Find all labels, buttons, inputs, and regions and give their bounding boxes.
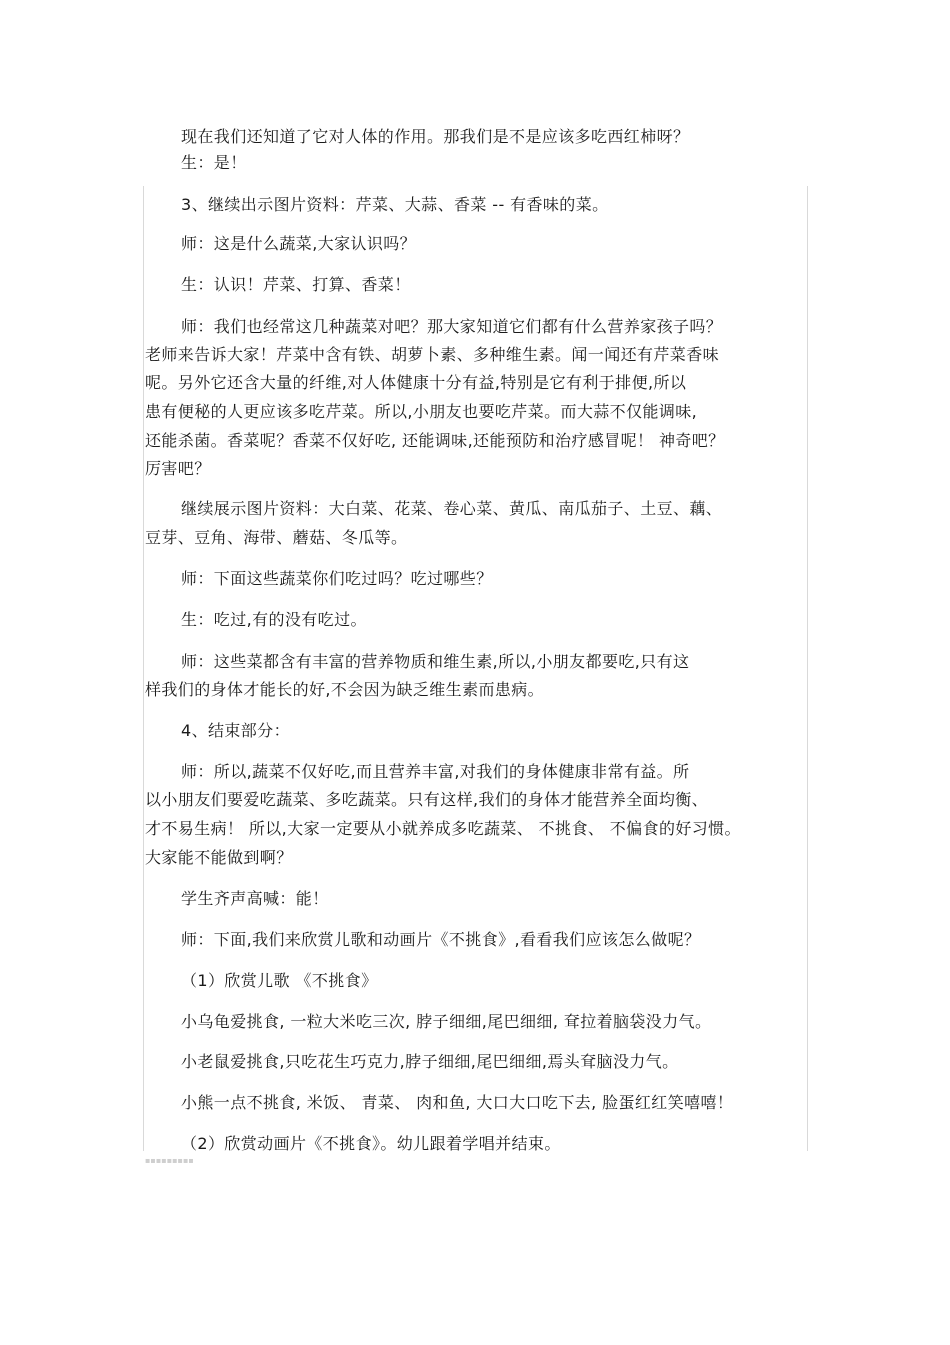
text-line: 生：认识！芹菜、打算、香菜！ — [181, 275, 411, 294]
text-line: 患有便秘的人更应该多吃芹菜。所以,小朋友也要吃芹菜。而大蒜不仅能调味, — [145, 402, 698, 421]
section-heading-3: 3、继续出示图片资料：芹菜、大蒜、香菜 -- 有香味的菜。 — [181, 195, 609, 214]
text-line: 师：这些菜都含有丰富的营养物质和维生素,所以,小朋友都要吃,只有这 — [181, 652, 690, 671]
subsection-heading-1: （1）欣赏儿歌 《不挑食》 — [181, 971, 378, 990]
text-line: 以小朋友们要爱吃蔬菜、多吃蔬菜。只有这样,我们的身体才能营养全面均衡、 — [145, 790, 709, 809]
subsection-heading-2: （2）欣赏动画片《不挑食》。幼儿跟着学唱并结束。 — [181, 1134, 561, 1153]
text-line: 师：这是什么蔬菜,大家认识吗？ — [181, 234, 417, 253]
text-line: 师：所以,蔬菜不仅好吃,而且营养丰富,对我们的身体健康非常有益。所 — [181, 762, 690, 781]
text-line: 现在我们还知道了它对人体的作用。那我们是不是应该多吃西红柿呀？ — [181, 127, 690, 146]
text-line: 师：我们也经常这几种蔬菜对吧？那大家知道它们都有什么营养家孩子吗？ — [181, 317, 723, 336]
text-line: 师：下面,我们来欣赏儿歌和动画片《不挑食》,看看我们应该怎么做呢？ — [181, 930, 701, 949]
poem-line: 小老鼠爱挑食,只吃花生巧克力,脖子细细,尾巴细细,焉头耷脑没力气。 — [181, 1052, 679, 1071]
text-line: 学生齐声高喊：能！ — [181, 889, 329, 908]
text-line: 师：下面这些蔬菜你们吃过吗？吃过哪些？ — [181, 569, 493, 588]
text-line: 样我们的身体才能长的好,不会因为缺乏维生素而患病。 — [145, 680, 545, 699]
page-border-right — [807, 186, 808, 1151]
text-line: 生：吃过,有的没有吃过。 — [181, 610, 367, 629]
text-line: 继续展示图片资料：大白菜、花菜、卷心菜、黄瓜、南瓜茄子、土豆、藕、 — [181, 499, 723, 518]
text-line: 老师来告诉大家！芹菜中含有铁、胡萝卜素、多种维生素。闻一闻还有芹菜香味 — [145, 345, 720, 364]
poem-line: 小熊一点不挑食, 米饭、 青菜、 肉和鱼, 大口大口吃下去, 脸蛋红红笑嘻嘻！ — [181, 1093, 734, 1112]
text-line: 大家能不能做到啊？ — [145, 848, 293, 867]
text-line: 豆芽、豆角、海带、蘑菇、冬瓜等。 — [145, 528, 408, 547]
text-line: 生：是！ — [181, 153, 247, 172]
text-line: 厉害吧？ — [145, 459, 211, 478]
poem-line: 小乌龟爱挑食, 一粒大米吃三次, 脖子细细,尾巴细细, 耷拉着脑袋没力气。 — [181, 1012, 712, 1031]
text-line: 才不易生病！ 所以,大家一定要从小就养成多吃蔬菜、 不挑食、 不偏食的好习惯。 — [145, 819, 741, 838]
text-line: 还能杀菌。香菜呢？香菜不仅好吃, 还能调味,还能预防和治疗感冒呢！ 神奇吧？ — [145, 431, 725, 450]
section-heading-4: 4、结束部分： — [181, 721, 290, 740]
page-border-left — [143, 186, 144, 1151]
text-line: 呢。另外它还含大量的纤维,对人体健康十分有益,特别是它有利于排便,所以 — [145, 373, 687, 392]
watermark-mark: ▪▪▪▪▪▪▪▪▪ — [145, 1156, 194, 1165]
